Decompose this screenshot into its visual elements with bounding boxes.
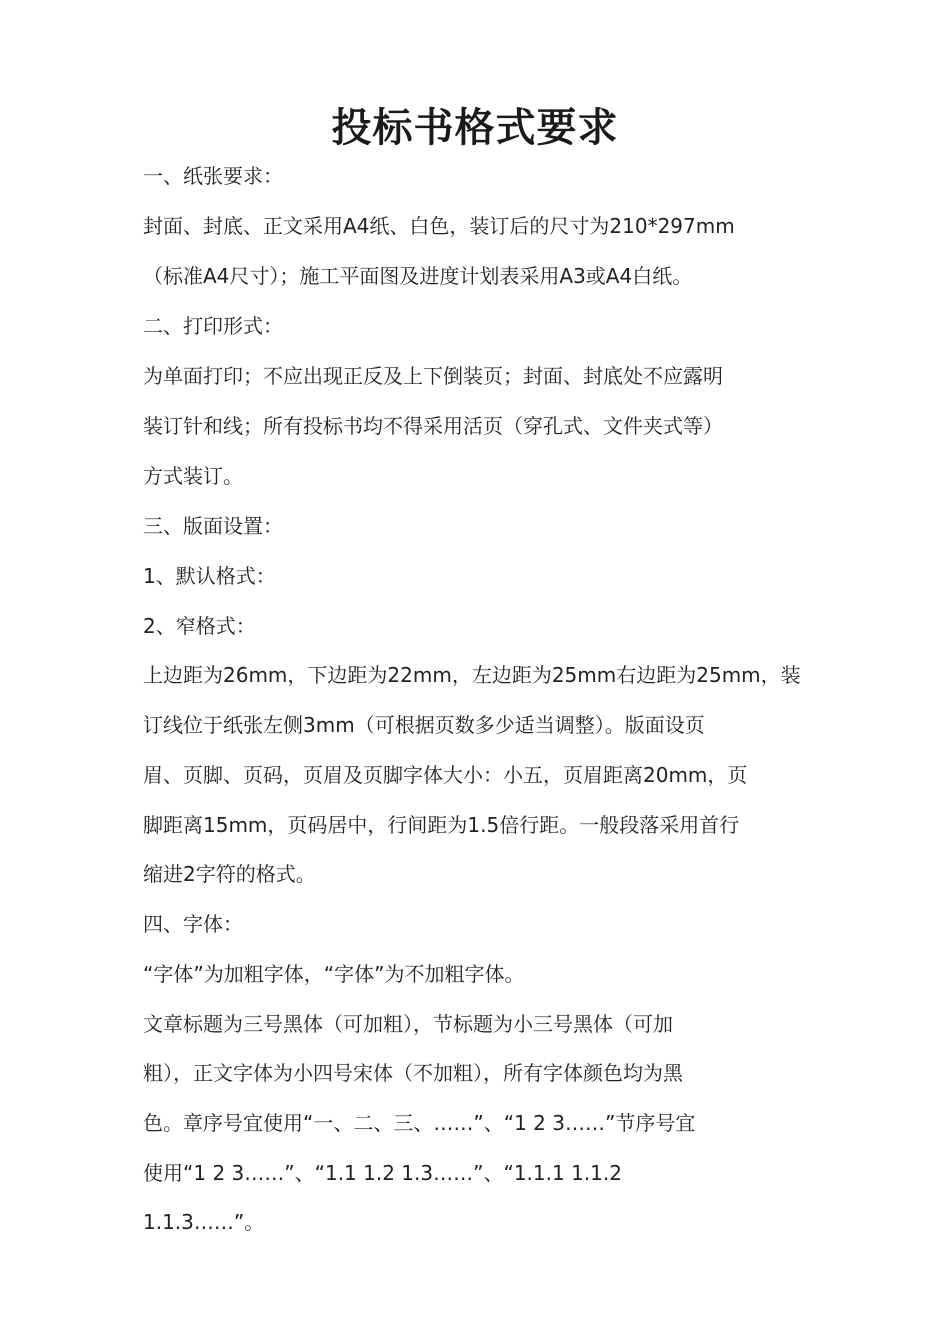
document-title: 投标书格式要求 xyxy=(331,105,619,151)
paragraph-line: 1.1.3……”。 xyxy=(143,1210,265,1234)
paragraph-line: 上边距为26mm，下边距为22mm，左边距为25mm右边距为25mm，装 xyxy=(143,663,801,687)
paragraph-line: 装订针和线；所有投标书均不得采用活页（穿孔式、文件夹式等） xyxy=(143,414,723,438)
paragraph-line: 使用“1 2 3……”、“1.1 1.2 1.3……”、“1.1.1 1.1.2 xyxy=(143,1161,622,1185)
paragraph-line: （标准A4尺寸）；施工平面图及进度计划表采用A3或A4白纸。 xyxy=(143,264,693,288)
paragraph-line: “字体”为加粗字体，“字体”为不加粗字体。 xyxy=(143,962,525,986)
section-heading-font: 四、字体： xyxy=(143,912,243,936)
section-heading-paper: 一、纸张要求： xyxy=(143,164,283,188)
subsection-default-format: 1、默认格式： xyxy=(143,564,276,588)
paragraph-line: 眉、页脚、页码，页眉及页脚字体大小：小五，页眉距离20mm，页 xyxy=(143,763,748,787)
section-heading-layout: 三、版面设置： xyxy=(143,514,283,538)
paragraph-line: 色。章序号宜使用“一、二、三、……”、“1 2 3……”节序号宜 xyxy=(143,1111,696,1135)
paragraph-line: 缩进2字符的格式。 xyxy=(143,862,316,886)
paragraph-line: 订线位于纸张左侧3mm（可根据页数多少适当调整）。版面设页 xyxy=(143,713,705,737)
paragraph-line: 文章标题为三号黑体（可加粗），节标题为小三号黑体（可加 xyxy=(143,1012,673,1036)
paragraph-line: 粗），正文字体为小四号宋体（不加粗），所有字体颜色均为黑 xyxy=(143,1061,683,1085)
paragraph-line: 方式装订。 xyxy=(143,464,243,488)
paragraph-line: 为单面打印；不应出现正反及上下倒装页；封面、封底处不应露明 xyxy=(143,364,723,388)
section-heading-printing: 二、打印形式： xyxy=(143,314,283,338)
paragraph-line: 封面、封底、正文采用A4纸、白色，装订后的尺寸为210*297mm xyxy=(143,214,735,238)
paragraph-line: 脚距离15mm，页码居中，行间距为1.5倍行距。一般段落采用首行 xyxy=(143,813,740,837)
subsection-narrow-format: 2、窄格式： xyxy=(143,614,256,638)
